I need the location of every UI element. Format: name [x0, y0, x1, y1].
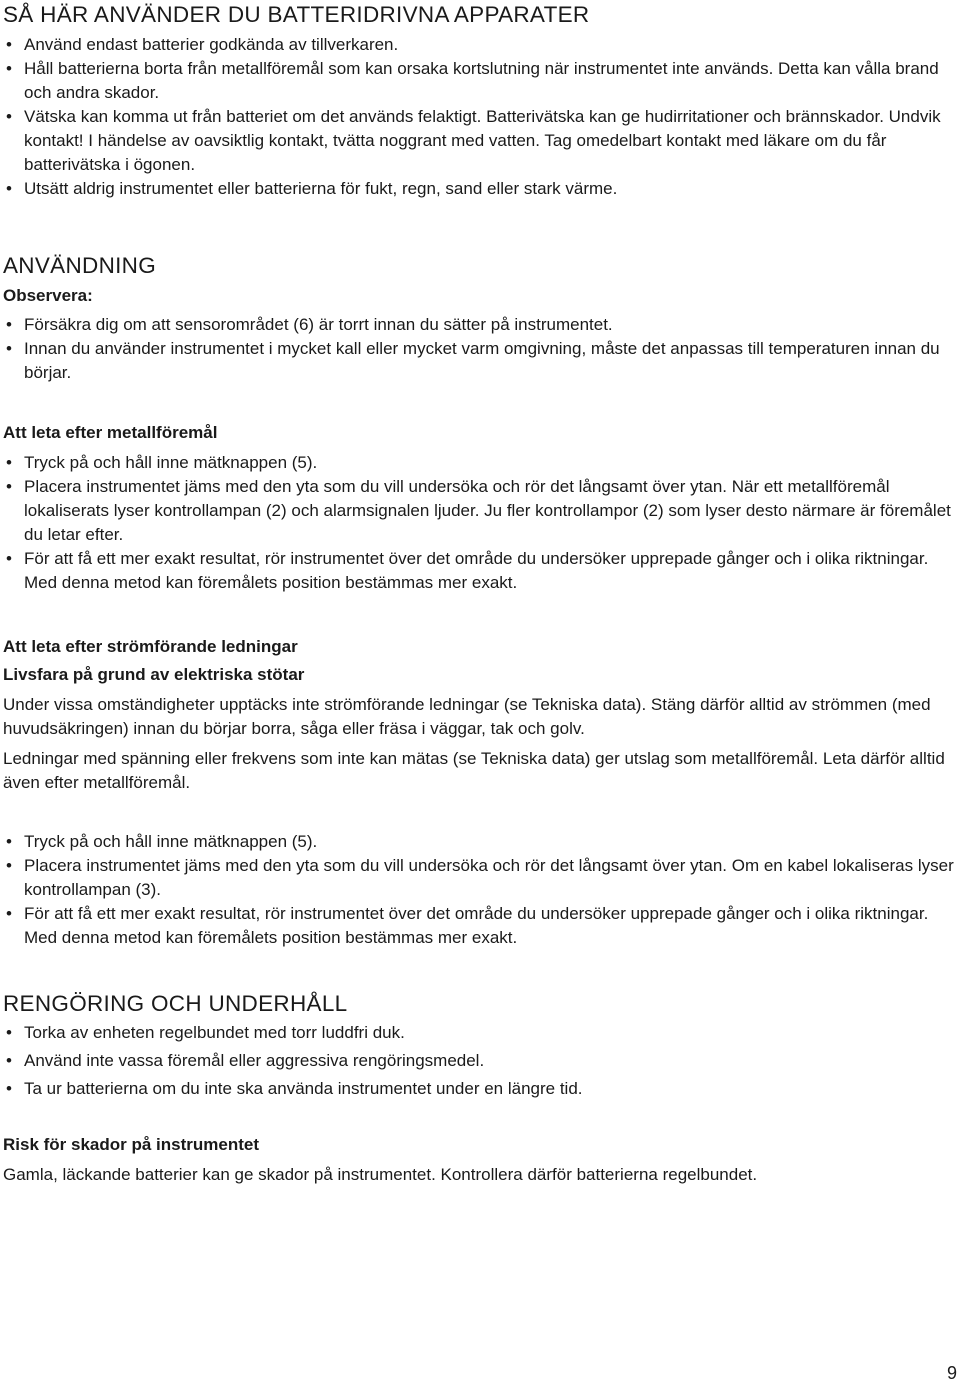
list-item: • Placera instrumentet jäms med den yta som du vill undersöka och rör det långsamt över ytan. När ett metallföremål lokaliserats lyser kontrollampan (2) och alarmsignalen ljuder. Ju fler kontrollampor (2) som lyser desto närmare är föremålet du letar efter. [6, 477, 951, 544]
list-item: • Tryck på och håll inne mätknappen (5). [6, 453, 318, 472]
damage-risk-heading: Risk för skador på instrumentet [3, 1135, 260, 1154]
list-item: • Tryck på och håll inne mätknappen (5). [6, 832, 318, 851]
list-item: • Använd endast batterier godkända av tillverkaren. [6, 35, 399, 54]
danger-warning: Livsfara på grund av elektriska stötar [3, 665, 305, 684]
live-wire-list [0, 830, 955, 950]
live-wire-paragraph-2: Ledningar med spänning eller frekvens som inte kan mätas (se Tekniska data) ger utslag som metallföremål. Leta därför alltid även efter metallföremål. [3, 749, 945, 792]
observe-label: Observera: [3, 286, 93, 305]
live-wire-paragraph-1: Under vissa omständigheter upptäcks inte strömförande ledningar (se Tekniska data). Stäng därför alltid av strömmen (med huvudsäkringen) innan du börjar borra, såga eller fräsa i väggar, tak och golv. [3, 695, 931, 738]
live-wire-heading: Att leta efter strömförande ledningar [3, 637, 298, 656]
section-title-usage: ANVÄNDNING [3, 253, 157, 278]
list-item: • För att få ett mer exakt resultat, rör instrumentet över det område du undersöker upprepade gånger och i olika riktningar. Med denna metod kan föremålets position bestämmas mer exakt. [6, 549, 929, 592]
list-item: • Utsätt aldrig instrumentet eller batterierna för fukt, regn, sand eller stark värme. [6, 179, 618, 198]
metal-search-list [0, 451, 955, 595]
list-item: • Torka av enheten regelbundet med torr luddfri duk. [6, 1023, 405, 1042]
list-item: • Använd inte vassa föremål eller aggressiva rengöringsmedel. [6, 1051, 485, 1070]
usage-list [0, 313, 955, 385]
list-item: • Placera instrumentet jäms med den yta som du vill undersöka och rör det långsamt över ytan. Om en kabel lokaliseras lyser kontrollampan (3). [6, 856, 954, 899]
list-item: • Håll batterierna borta från metallföremål som kan orsaka kortslutning när instrumentet inte används. Detta kan vålla brand och andra skador. [6, 59, 939, 102]
list-item: • För att få ett mer exakt resultat, rör instrumentet över det område du undersöker upprepade gånger och i olika riktningar. Med denna metod kan föremålets position bestämmas mer exakt. [6, 904, 929, 947]
damage-risk-paragraph: Gamla, läckande batterier kan ge skador på instrumentet. Kontrollera därför batterierna regelbundet. [3, 1165, 758, 1184]
metal-search-heading: Att leta efter metallföremål [3, 423, 218, 442]
cleaning-list [0, 1021, 955, 1101]
list-item: • Försäkra dig om att sensorområdet (6) är torrt innan du sätter på instrumentet. [6, 315, 613, 334]
list-item: • Innan du använder instrumentet i mycket kall eller mycket varm omgivning, måste det anpassas till temperaturen innan du börjar. [6, 339, 940, 382]
list-item: • Vätska kan komma ut från batteriet om det används felaktigt. Batterivätska kan ge hudirritationer och brännskador. Undvik kontakt! I händelse av oavsiktlig kontakt, tvätta noggrant med vatten. Tag omedelbart kontakt med läkare om du får batterivätska i ögonen. [6, 107, 941, 174]
page-number: 9 [946, 1363, 957, 1383]
section-title-cleaning: RENGÖRING OCH UNDERHÅLL [3, 991, 348, 1016]
section-title-battery: SÅ HÄR ANVÄNDER DU BATTERIDRIVNA APPARATER [3, 2, 590, 27]
battery-list [0, 33, 955, 201]
list-item: • Ta ur batterierna om du inte ska använda instrumentet under en längre tid. [6, 1079, 583, 1098]
